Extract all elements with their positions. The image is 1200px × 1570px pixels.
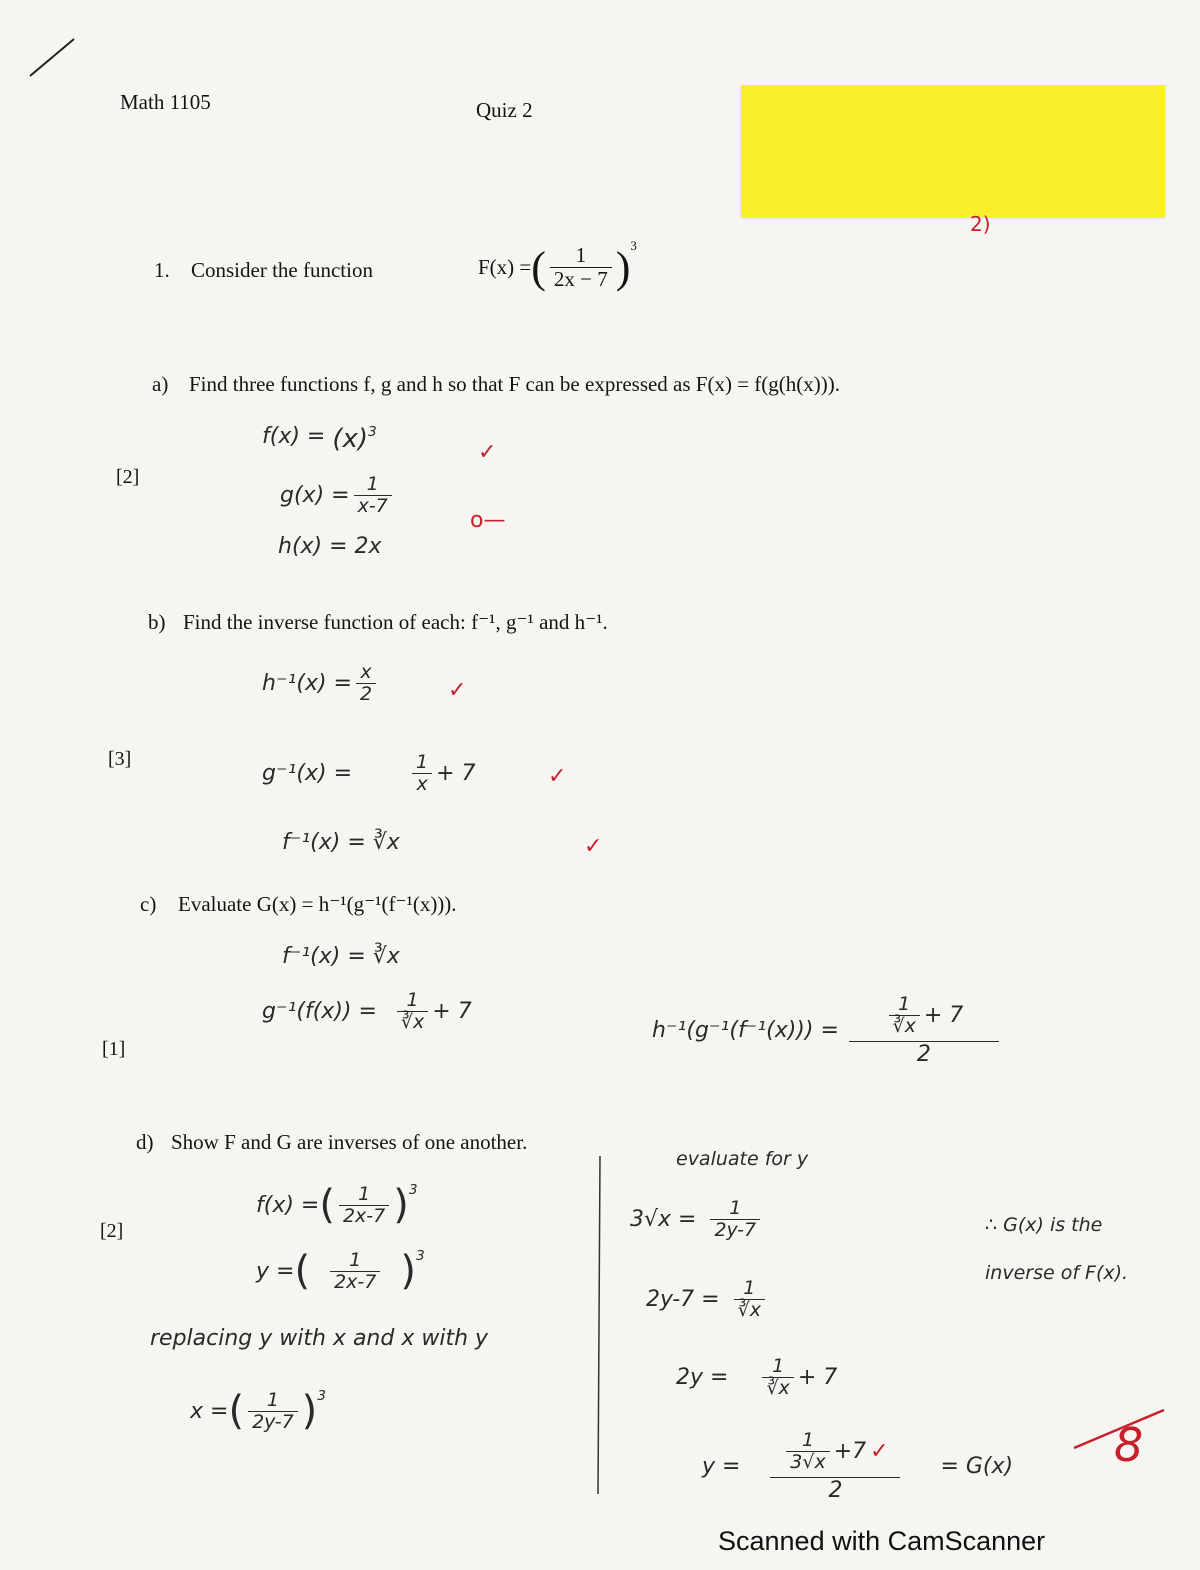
answer-d-r4-result: = G(x): [940, 1453, 1014, 1479]
answer-d-l4-den: 2y-7: [248, 1411, 298, 1433]
answer-d-r1: [630, 1198, 764, 1241]
answer-d-l2: y = ( $\frac{1}{2x-7}$ ) 3: [256, 1248, 425, 1294]
answer-b-g-lhs: g⁻¹(x) =: [262, 760, 353, 786]
answer-d-right-title: evaluate for y: [676, 1148, 809, 1170]
answer-d-r3-tail: + 7: [797, 1364, 838, 1390]
part-c-prompt: Evaluate G(x) = h⁻¹(g⁻¹(f⁻¹(x))).: [178, 892, 457, 916]
scanner-watermark: Scanned with CamScanner: [718, 1526, 1046, 1556]
answer-d-r4-num: 1: [801, 1429, 815, 1451]
answer-b-f: f⁻¹(x) = ∛x: [282, 830, 400, 855]
function-numerator: 1: [575, 242, 587, 267]
answer-c-line2-den: ∛x: [397, 1011, 428, 1033]
part-b-prompt: Find the inverse function of each: f⁻¹, g⁻¹ and h⁻¹.: [183, 610, 608, 634]
course-title: Math 1105: [120, 90, 211, 114]
answer-d-l4-exp: 3: [317, 1388, 326, 1404]
answer-d-conclusion-1: ∴ G(x) is the: [985, 1214, 1103, 1236]
answer-d-r2-num: 1: [743, 1277, 756, 1299]
answer-b-g-tail: + 7: [436, 760, 476, 786]
score: 8: [1114, 1418, 1144, 1472]
answer-d-r4: [702, 1430, 1013, 1503]
answer-b-h-den: 2: [356, 683, 376, 705]
answer-c-line1: f⁻¹(x) = ∛x: [282, 944, 400, 969]
answer-d-l1-num: 1: [358, 1182, 371, 1205]
top-annotation: 2): [970, 212, 991, 236]
answer-a-f-exp: 3: [368, 424, 377, 440]
answer-a-f: [262, 424, 377, 454]
part-c-marks: [1]: [102, 1038, 126, 1060]
work-divider-line: [594, 1156, 606, 1496]
answer-c-line2-tail: + 7: [432, 998, 472, 1024]
answer-b-g-den: x: [412, 773, 431, 795]
answer-c-line2-num: 1: [406, 989, 419, 1011]
answer-a-g-den: x-7: [354, 495, 392, 517]
answer-a-g-lhs: g(x) =: [280, 482, 350, 508]
question-number: 1.: [154, 258, 170, 282]
answer-d-r3-num: 1: [772, 1355, 785, 1377]
part-a-label: a): [152, 372, 169, 396]
part-a-marks: [2]: [116, 466, 140, 488]
answer-d-r1-num: 1: [729, 1197, 742, 1219]
function-lhs: F(x) =: [478, 255, 532, 279]
answer-d-l1-lhs: f(x) =: [256, 1192, 320, 1218]
function-denominator: 2x − 7: [550, 267, 612, 291]
answer-d-r4-den2: 2: [770, 1477, 900, 1503]
answer-d-l4-lhs: x =: [190, 1398, 229, 1424]
answer-d-r3-lhs: 2y =: [676, 1364, 729, 1390]
answer-b-g: [262, 752, 476, 795]
tick-d1: ✓: [870, 1438, 889, 1464]
answer-d-l4-num: 1: [266, 1388, 279, 1411]
answer-d-l4: x = ( $\frac{1}{2y-7}$ ) 3: [190, 1388, 326, 1434]
answer-a-f-rhs: (x): [332, 424, 369, 454]
answer-d-r2-den: ∛x: [734, 1299, 765, 1321]
function-definition: F(x) = ( $\frac{1}{2x - 7}$ ) 3: [478, 238, 637, 292]
answer-d-r1-den: 2y-7: [710, 1219, 760, 1241]
answer-a-f-lhs: f(x) =: [262, 424, 326, 449]
answer-b-g-num: 1: [416, 751, 429, 773]
part-d-label: d): [136, 1130, 154, 1154]
answer-a-g-num: 1: [366, 473, 379, 495]
tick-a1: ✓: [478, 440, 497, 465]
tick-b3: ✓: [584, 834, 603, 859]
answer-b-h-num: x: [360, 661, 372, 683]
question-prompt: Consider the function: [191, 258, 373, 282]
corner-pen-stroke: [28, 36, 78, 80]
answer-c-right-lhs: h⁻¹(g⁻¹(f⁻¹(x))) =: [652, 1017, 839, 1043]
answer-c-right: [652, 994, 999, 1067]
answer-d-l2-den: 2x-7: [330, 1271, 380, 1293]
answer-d-r2-lhs: 2y-7 =: [646, 1286, 720, 1312]
answer-d-r4-lhs: y =: [702, 1453, 741, 1479]
answer-d-l1-exp: 3: [408, 1182, 418, 1198]
grading-mark-a: o—: [470, 508, 506, 533]
answer-d-l2-exp: 3: [415, 1248, 425, 1264]
answer-a-h: h(x) = 2x: [278, 534, 382, 559]
tick-b2: ✓: [548, 764, 567, 789]
answer-c-line2-lhs: g⁻¹(f(x)) =: [262, 998, 377, 1024]
part-c-label: c): [140, 892, 157, 916]
answer-c-right-inner-num: 1: [898, 993, 911, 1015]
answer-d-l2-lhs: y =: [256, 1258, 295, 1284]
tick-b1: ✓: [448, 678, 467, 703]
answer-a-g: [280, 474, 396, 517]
answer-c-right-inner-den: ∛x: [889, 1015, 920, 1037]
answer-d-r1-lhs: 3√x =: [630, 1206, 697, 1232]
redaction-sticky-note: [741, 85, 1165, 217]
part-d-prompt: Show F and G are inverses of one another.: [171, 1130, 528, 1154]
answer-c-right-den: 2: [849, 1041, 999, 1067]
answer-d-r4-den: 3√x: [786, 1451, 829, 1473]
part-a-prompt: Find three functions f, g and h so that F can be expressed as F(x) = f(g(h(x))).: [189, 372, 841, 396]
answer-d-l3: replacing y with x and x with y: [150, 1326, 489, 1351]
answer-d-l1-den: 2x-7: [339, 1205, 389, 1227]
part-b-marks: [3]: [108, 748, 132, 770]
answer-d-l2-num: 1: [349, 1248, 362, 1271]
answer-d-l1: f(x) = ( $\frac{1}{2x-7}$ ) 3: [256, 1182, 418, 1228]
answer-c-right-inner-tail: + 7: [923, 1002, 964, 1028]
answer-d-r2: [646, 1278, 769, 1321]
part-d-marks: [2]: [100, 1220, 124, 1242]
answer-d-r3: [676, 1356, 837, 1399]
function-exponent: 3: [630, 238, 637, 253]
part-b-label: b): [148, 610, 166, 634]
answer-d-conclusion-2: inverse of F(x).: [985, 1262, 1129, 1284]
answer-b-h: [262, 662, 380, 705]
answer-d-r3-den: ∛x: [762, 1377, 793, 1399]
quiz-title: Quiz 2: [476, 98, 533, 122]
answer-b-h-lhs: h⁻¹(x) =: [262, 670, 352, 696]
answer-c-line2: [262, 990, 472, 1033]
answer-d-r4-tail: +7: [833, 1438, 867, 1464]
